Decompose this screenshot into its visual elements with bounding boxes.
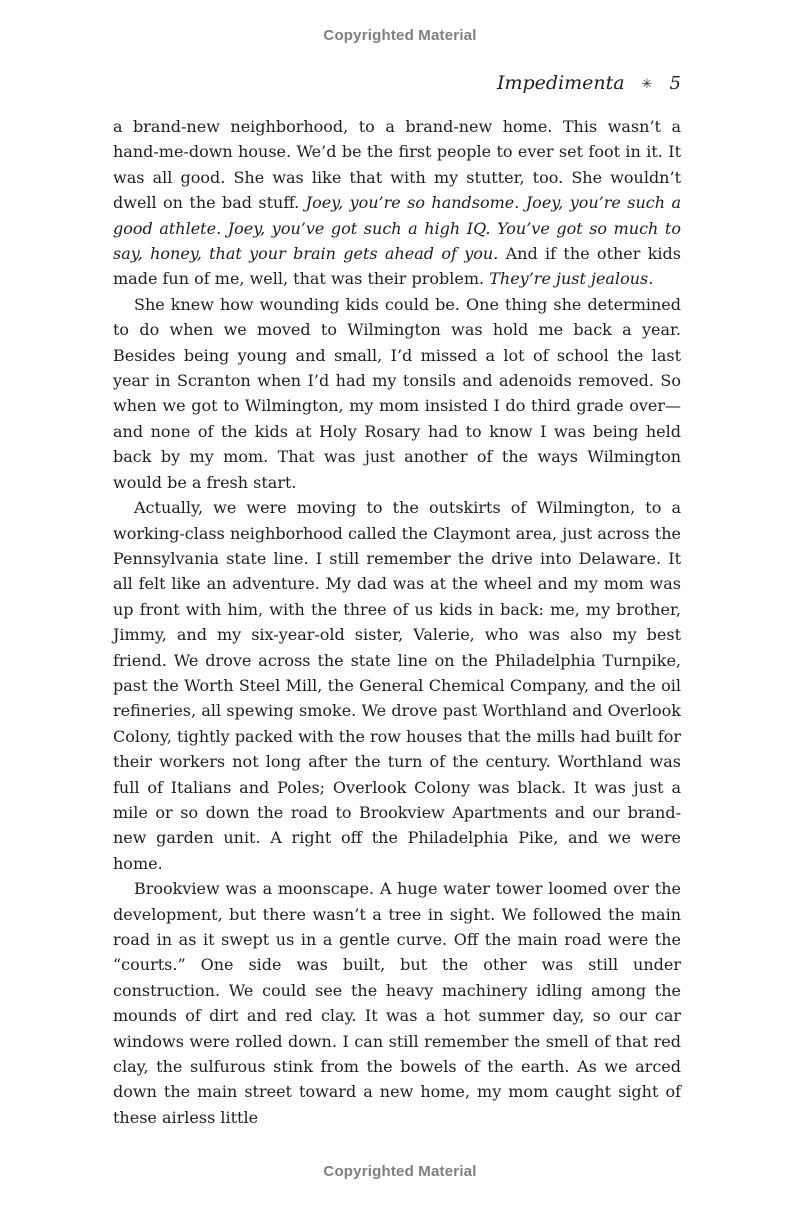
asterisk-separator-icon: ✳ bbox=[641, 77, 653, 92]
text-segment: Actually, we were moving to the outskirts of Wilmington, to a working-class neighborhood called the Claymont area, just across the Pennsylvania state line. I still remember the drive into Delaware. It all felt like an adventure. My dad was at the wheel and my mom was up front with him, with the three of us kids in back: me, my brother, Jimmy, and my six-year-old sister, Valerie, who was also my best friend. We drove across the state line on the Philadelphia Turnpike, past the Worth Steel Mill, the General Chemical Company, and the oil refineries, all spewing smoke. We drove past Worthland and Overlook Colony, tightly packed with the row houses that the mills had built for their workers not long after the turn of the century. Worthland was full of Italians and Poles; Overlook Colony was black. It was just a mile or so down the road to Brookview Apartments and our brand-new garden unit. A right off the Philadelphia Pike, and we were home. bbox=[113, 498, 681, 873]
chapter-title: Impedimenta bbox=[497, 72, 625, 94]
copyright-notice-bottom: Copyrighted Material bbox=[323, 1163, 477, 1180]
italic-text-segment: Joey, you’re so handsome. Joey, you’re such a good athlete. Joey, you’ve got such a high IQ. You’ve got so much to say, honey, that your brain gets ahead of you. bbox=[113, 193, 681, 264]
italic-text-segment: They’re just jealous. bbox=[489, 269, 654, 289]
paragraph bbox=[113, 292, 681, 495]
running-header bbox=[497, 72, 681, 94]
page-body-text bbox=[113, 114, 681, 1130]
paragraph bbox=[113, 114, 681, 292]
text-segment: a brand-new neighborhood, to a brand-new home. This wasn’t a hand-me-down house. We’d be the first people to ever set foot in it. It was all good. She was like that with my stutter, too. She wouldn’t dwell on the bad stuff. bbox=[113, 117, 681, 213]
paragraph bbox=[113, 495, 681, 876]
paragraph bbox=[113, 876, 681, 1130]
text-segment: And if the other kids made fun of me, well, that was their problem. bbox=[113, 244, 682, 289]
page-number: 5 bbox=[669, 73, 681, 94]
copyright-notice-top: Copyrighted Material bbox=[323, 27, 477, 44]
text-segment: She knew how wounding kids could be. One thing she determined to do when we moved to Wilmington was hold me back a year. Besides being young and small, I’d missed a lot of school the last year in Scranton when I’d had my tonsils and adenoids removed. So when we got to Wilmington, my mom insisted I do third grade over—and none of the kids at Holy Rosary had to know I was being held back by my mom. That was just another of the ways Wilmington would be a fresh start. bbox=[113, 294, 681, 492]
text-segment: Brookview was a moonscape. A huge water tower loomed over the development, but there wasn’t a tree in sight. We followed the main road in as it swept us in a gentle curve. Off the main road were the “courts.” One side was built, but the other was still under construction. We could see the heavy machinery idling among the mounds of dirt and red clay. It was a hot summer day, so our car windows were rolled down. I can still remember the smell of that red clay, the sulfurous stink from the bowels of the earth. As we arced down the main street toward a new home, my mom caught sight of these airless little bbox=[113, 879, 681, 1127]
